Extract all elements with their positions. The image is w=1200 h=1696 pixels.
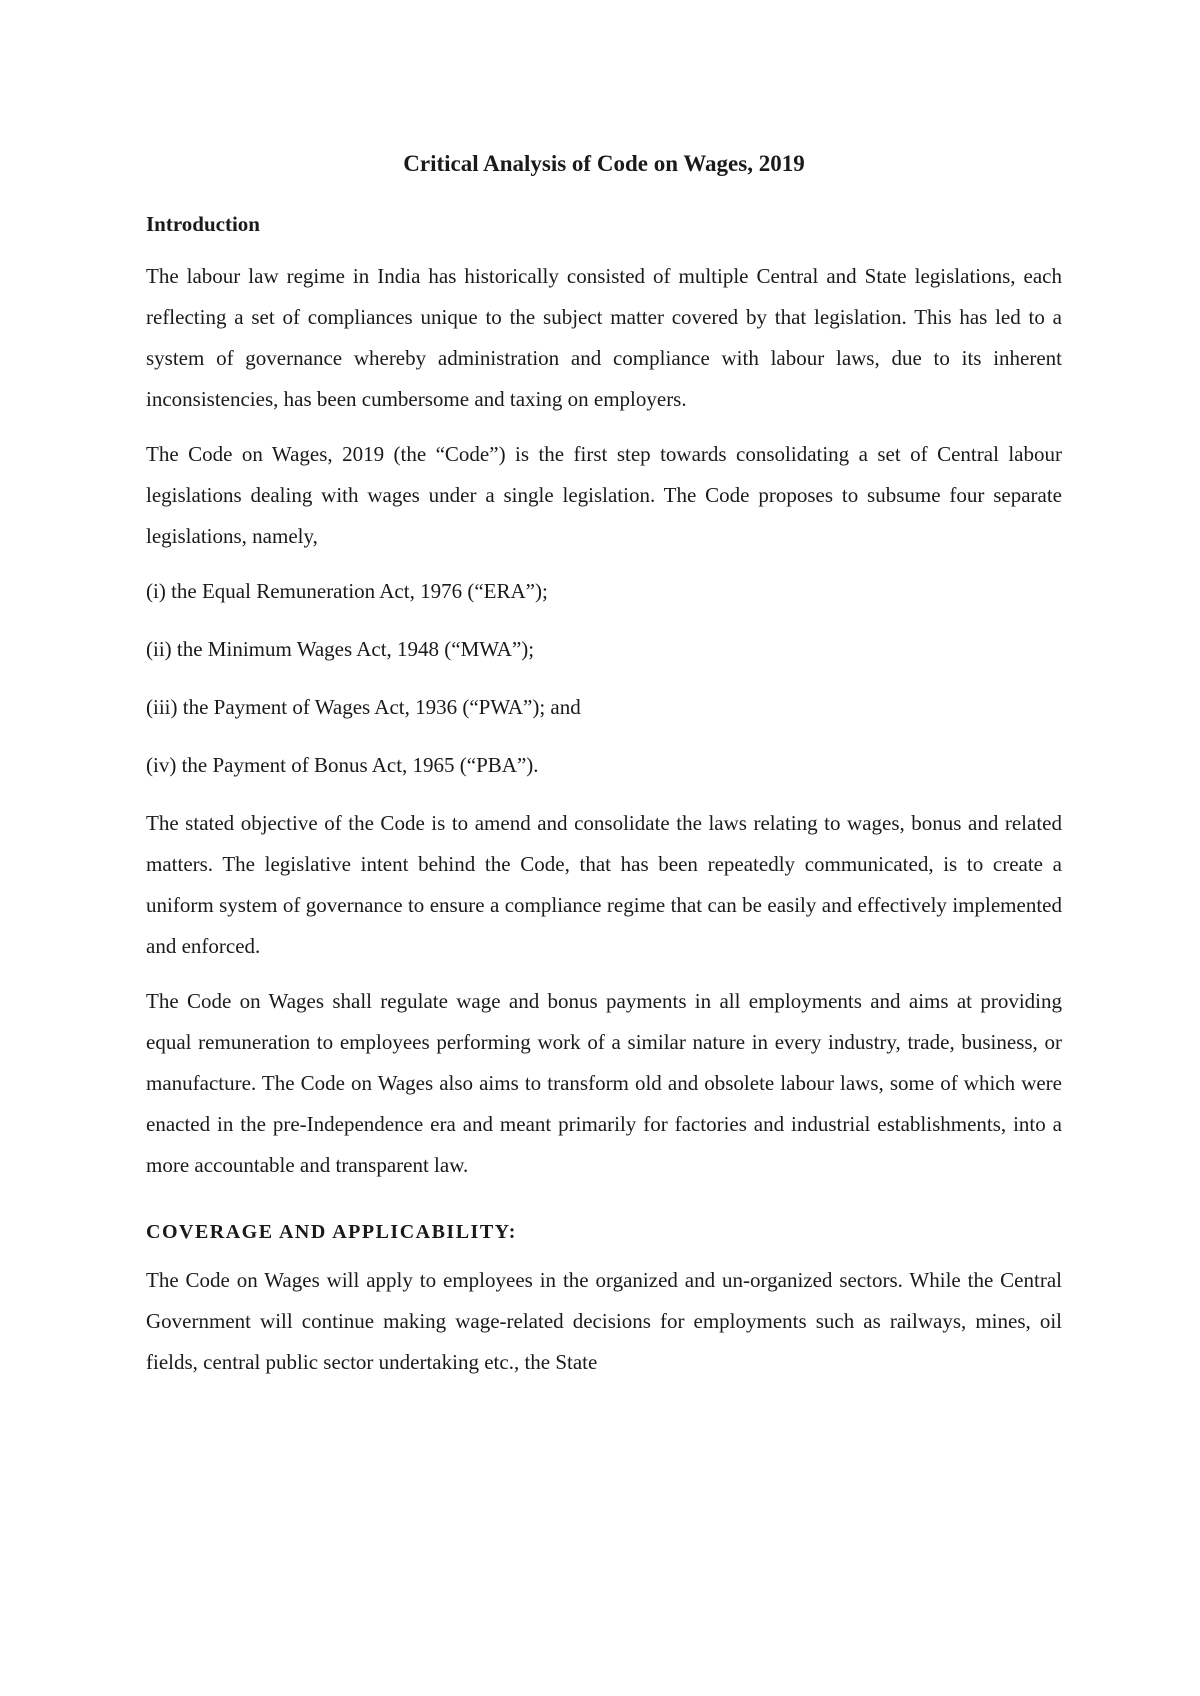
- coverage-paragraph: The Code on Wages will apply to employees in the organized and un-organized sectors. While the Central Government will continue making wage-related decisions for employments such as railways, mines, oil fields, central public sector undertaking etc., the State: [146, 1268, 1062, 1374]
- legislation-list: [146, 571, 1062, 786]
- list-item: (iv) the Payment of Bonus Act, 1965 (“PBA”).: [146, 753, 539, 777]
- coverage-heading: COVERAGE AND APPLICABILITY:: [146, 1221, 517, 1243]
- intro-paragraph-1: The labour law regime in India has historically consisted of multiple Central and State legislations, each reflecting a set of compliances unique to the subject matter covered by that legislation. This has led to a system of governance whereby administration and compliance with labour laws, due to its inherent inconsistencies, has been cumbersome and taxing on employers.: [146, 264, 1062, 411]
- intro-paragraph-2: The Code on Wages, 2019 (the “Code”) is the first step towards consolidating a set of Central labour legislations dealing with wages under a single legislation. The Code proposes to subsume four separate legislations, namely,: [146, 442, 1062, 548]
- regulation-paragraph: The Code on Wages shall regulate wage and bonus payments in all employments and aims at providing equal remuneration to employees performing work of a similar nature in every industry, trade, business, or manufacture. The Code on Wages also aims to transform old and obsolete labour laws, some of which were enacted in the pre-Independence era and meant primarily for factories and industrial establishments, into a more accountable and transparent law.: [146, 989, 1062, 1177]
- introduction-heading: Introduction: [146, 212, 260, 236]
- list-item: (iii) the Payment of Wages Act, 1936 (“PWA”); and: [146, 695, 581, 719]
- list-item: (ii) the Minimum Wages Act, 1948 (“MWA”);: [146, 637, 535, 661]
- document-page: [146, 148, 1062, 1397]
- document-title: Critical Analysis of Code on Wages, 2019: [403, 151, 805, 176]
- objective-paragraph: The stated objective of the Code is to amend and consolidate the laws relating to wages, bonus and related matters. The legislative intent behind the Code, that has been repeatedly communicated, is to create a uniform system of governance to ensure a compliance regime that can be easily and effectively implemented and enforced.: [146, 811, 1062, 958]
- list-item: (i) the Equal Remuneration Act, 1976 (“ERA”);: [146, 579, 548, 603]
